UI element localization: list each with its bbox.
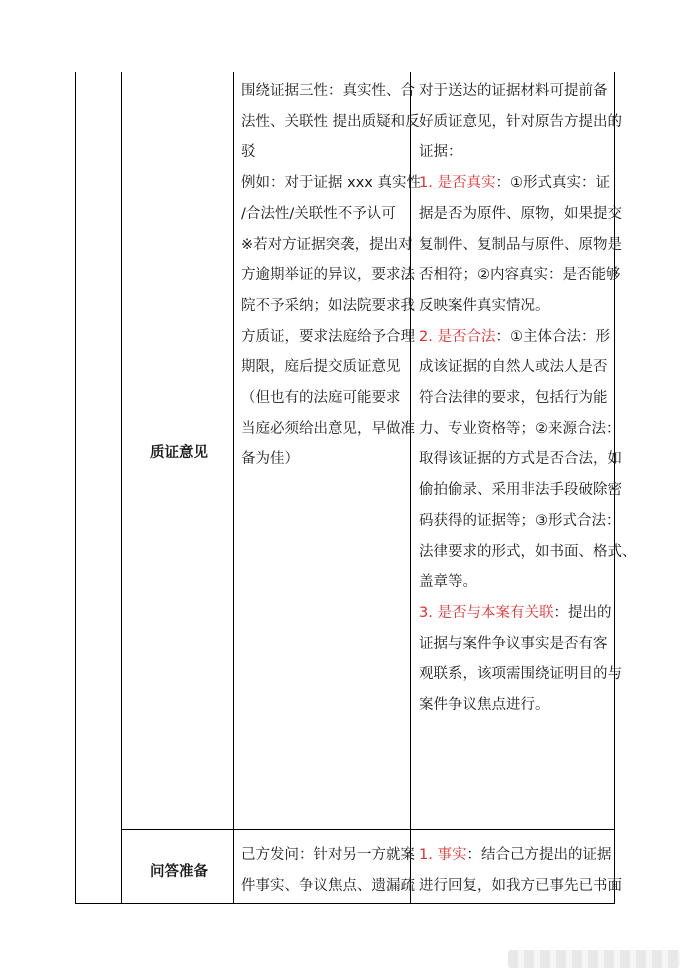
line-text: 取得该证据的方式是否合法，如: [419, 451, 622, 468]
text-line: [419, 690, 637, 721]
text-line: [419, 137, 637, 168]
column-divider-2: [233, 72, 234, 904]
line-text: 成该证据的自然人或法人是否: [419, 359, 608, 376]
table-left-border: [75, 72, 76, 904]
line-text: ：①主体合法：形: [495, 328, 610, 345]
text-line: 件事实、争议焦点、遗漏疏: [241, 877, 415, 894]
row-label-cross-examination: 质证意见: [150, 445, 208, 461]
text-line: [419, 871, 622, 902]
text-line: [419, 76, 637, 107]
highlighted-heading: 1. 事实: [419, 847, 467, 863]
text-line: [419, 567, 637, 598]
line-text: 案件争议焦点进行。: [419, 697, 550, 714]
line-text: ：①形式真实：证: [495, 175, 610, 192]
highlighted-heading: 2. 是否合法: [419, 328, 496, 345]
text-line: [419, 383, 637, 414]
text-line: 方质证，要求法庭给予合理: [241, 328, 415, 345]
column-divider-1: [121, 72, 122, 904]
text-line: [419, 659, 637, 690]
line-text: 力、专业资格等；②来源合法：: [419, 420, 621, 437]
row-label-qa-preparation: 问答准备: [150, 864, 208, 880]
text-line: [419, 260, 637, 291]
row-divider: [121, 829, 615, 830]
line-text: 盖章等。: [419, 574, 477, 591]
text-line: /合法性/关联性不予认可: [241, 205, 396, 222]
line-text: 法律要求的形式，如书面、格式、: [419, 543, 637, 560]
text-line: ※若对方证据突袭，提出对: [241, 236, 413, 253]
text-line: 院不予采纳；如法院要求我: [241, 297, 415, 314]
cross-examination-details-cell: [419, 76, 637, 721]
text-line: 备为佳）: [241, 451, 299, 468]
text-line: [419, 506, 637, 537]
line-text: ：提出的: [553, 604, 612, 621]
line-text: 反映案件真实情况。: [419, 297, 550, 314]
text-line: [419, 598, 637, 629]
text-line: [419, 414, 637, 445]
text-line: [419, 107, 637, 138]
text-line: 例如：对于证据 xxx 真实性: [241, 175, 421, 192]
line-text: 进行回复，如我方已事先已书面: [419, 877, 622, 894]
text-line: [419, 840, 622, 871]
text-line: [419, 537, 637, 568]
table-bottom-border: [75, 903, 615, 904]
line-text: ：结合己方提出的证据: [466, 847, 612, 863]
line-text: 好质证意见，针对原告方提出的: [419, 113, 622, 130]
qa-method-cell: [241, 840, 415, 901]
text-line: 当庭必须给出意见，早做准: [241, 420, 415, 437]
line-text: 据是否为原件、原物，如果提交: [419, 205, 622, 222]
text-line: 围绕证据三性：真实性、合: [241, 83, 415, 99]
line-text: 证据：: [419, 144, 463, 161]
line-text: 证据与案件争议事实是否有客: [419, 635, 608, 652]
qa-details-cell: [419, 840, 622, 901]
line-text: 偷拍偷录、采用非法手段破除密: [419, 482, 622, 499]
watermark-logo: [508, 950, 680, 968]
text-line: [419, 352, 637, 383]
text-line: [419, 322, 637, 353]
highlighted-heading: 3. 是否与本案有关联: [419, 604, 554, 621]
text-line: 期限，庭后提交质证意见: [241, 359, 401, 376]
text-line: [419, 475, 637, 506]
line-text: 对于送达的证据材料可提前备: [419, 83, 608, 99]
text-line: [419, 230, 637, 261]
line-text: 观联系，该项需围绕证明目的与: [419, 666, 622, 683]
line-text: 符合法律的要求，包括行为能: [419, 390, 608, 407]
text-line: [419, 629, 637, 660]
cross-examination-method-cell: [241, 76, 421, 475]
line-text: 否相符；②内容真实：是否能够: [419, 267, 621, 284]
highlighted-heading: 1. 是否真实: [419, 175, 496, 192]
line-text: 复制件、复制品与原件、原物是: [419, 236, 622, 253]
text-line: 己方发问：针对另一方就案: [241, 847, 415, 863]
text-line: [419, 444, 637, 475]
line-text: 码获得的证据等；③形式合法：: [419, 512, 621, 529]
text-line: [419, 168, 637, 199]
text-line: 方逾期举证的异议，要求法: [241, 267, 415, 284]
text-line: 驳: [241, 144, 256, 161]
text-line: [419, 291, 637, 322]
text-line: [419, 199, 637, 230]
text-line: 法性、关联性 提出质疑和反: [241, 113, 420, 130]
text-line: （但也有的法庭可能要求: [241, 390, 401, 407]
